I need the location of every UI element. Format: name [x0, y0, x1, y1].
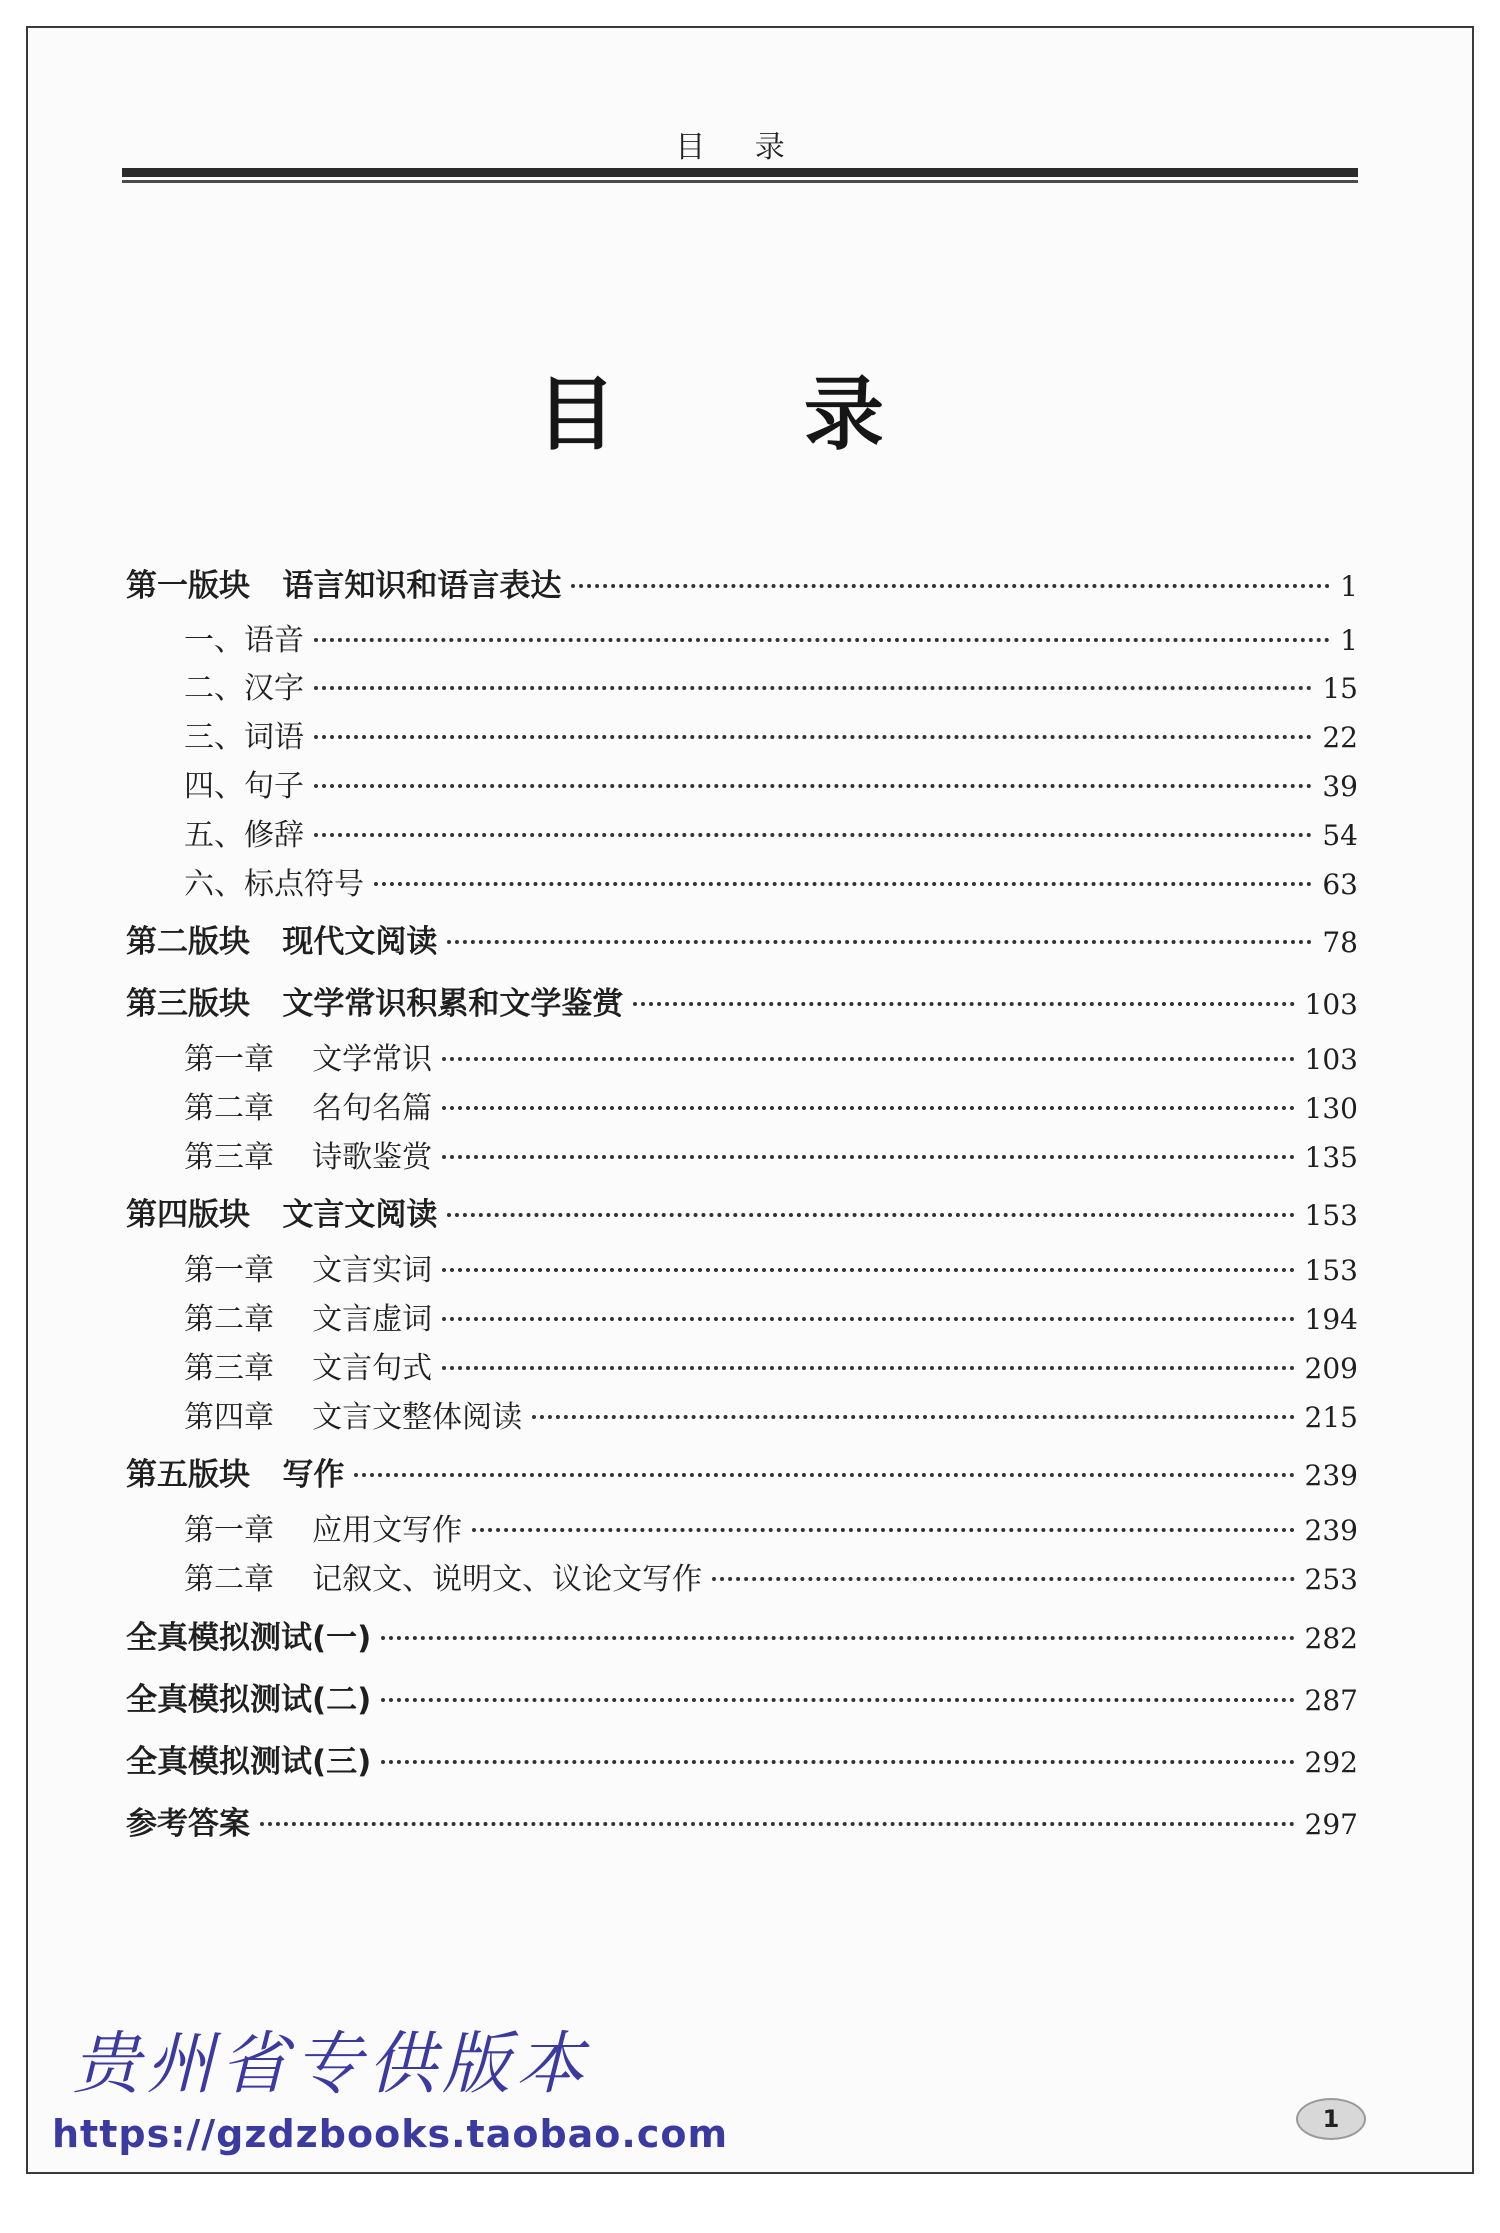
toc-entry-label: 第三章 文言句式 [184, 1351, 433, 1386]
toc-entry-page: 1 [1340, 624, 1358, 657]
toc-leader-dots [314, 833, 1312, 837]
toc-leader-dots [447, 1213, 1294, 1217]
toc-entry-page: 287 [1304, 1684, 1358, 1717]
toc-entry[interactable] [184, 712, 1358, 755]
toc-entry-label: 第二章 文言虚词 [184, 1302, 433, 1337]
toc-leader-dots [314, 686, 1312, 690]
toc-entry[interactable] [126, 560, 1358, 604]
toc-entry-label: 六、标点符号 [184, 867, 364, 902]
toc-leader-dots [442, 1268, 1294, 1272]
toc-entry[interactable] [184, 761, 1358, 804]
toc-entry[interactable] [184, 1034, 1358, 1077]
toc-entry[interactable] [184, 663, 1358, 706]
toc-entry[interactable] [184, 1392, 1358, 1435]
toc-entry-page: 135 [1304, 1141, 1358, 1174]
toc-entry[interactable] [126, 1189, 1358, 1233]
toc-leader-dots [532, 1415, 1294, 1419]
toc-leader-dots [633, 1002, 1294, 1006]
toc-entry-page: 292 [1304, 1746, 1358, 1779]
toc-leader-dots [442, 1106, 1294, 1110]
toc-entry-page: 153 [1304, 1254, 1358, 1287]
toc-entry-label: 第一章 应用文写作 [184, 1513, 463, 1548]
toc-entry-label: 全真模拟测试(一) [126, 1620, 372, 1656]
toc-leader-dots [447, 940, 1312, 944]
toc-entry[interactable] [184, 1245, 1358, 1288]
toc-entry-label: 第二版块 现代文阅读 [126, 924, 438, 960]
toc-entry[interactable] [126, 1736, 1358, 1780]
toc-entry-page: 239 [1304, 1459, 1358, 1492]
toc-entry-label: 二、汉字 [184, 671, 304, 706]
toc-entry-page: 78 [1322, 926, 1358, 959]
toc-entry-page: 54 [1322, 819, 1358, 852]
toc-entry-label: 五、修辞 [184, 818, 304, 853]
toc-entry[interactable] [184, 1505, 1358, 1548]
toc-entry-page: 194 [1304, 1303, 1358, 1336]
page-title: 目 录 [536, 367, 964, 461]
toc-entry-label: 第一章 文言实词 [184, 1253, 433, 1288]
toc-entry[interactable] [184, 810, 1358, 853]
toc-leader-dots [260, 1822, 1295, 1826]
toc-entry-label: 第二章 名句名篇 [184, 1091, 433, 1126]
toc-leader-dots [442, 1155, 1294, 1159]
toc-entry-page: 103 [1304, 988, 1358, 1021]
toc-leader-dots [442, 1057, 1294, 1061]
toc-entry-label: 一、语音 [184, 623, 304, 658]
running-header: 目 录 [675, 130, 805, 165]
page-number-badge: 1 [1296, 2098, 1366, 2140]
toc-entry-page: 153 [1304, 1199, 1358, 1232]
toc-entry-label: 第三版块 文学常识积累和文学鉴赏 [126, 986, 624, 1022]
toc-entry[interactable] [184, 1554, 1358, 1597]
toc-entry-label: 第四章 文言文整体阅读 [184, 1400, 523, 1435]
toc-entry[interactable] [126, 1674, 1358, 1718]
toc-entry-label: 第三章 诗歌鉴赏 [184, 1140, 433, 1175]
toc-leader-dots [712, 1577, 1294, 1581]
toc-entry-page: 239 [1304, 1514, 1358, 1547]
toc-entry-label: 参考答案 [126, 1806, 250, 1842]
toc-entry[interactable] [184, 1294, 1358, 1337]
toc-entry[interactable] [126, 916, 1358, 960]
toc-entry-label: 四、句子 [184, 769, 304, 804]
toc-leader-dots [381, 1698, 1294, 1702]
toc-entry-label: 第五版块 写作 [126, 1457, 345, 1493]
toc-entry-label: 三、词语 [184, 720, 304, 755]
toc-entry-label: 第四版块 文言文阅读 [126, 1197, 438, 1233]
toc-entry[interactable] [184, 1083, 1358, 1126]
toc-entry[interactable] [184, 1132, 1358, 1175]
toc-leader-dots [314, 735, 1312, 739]
toc-entry-label: 全真模拟测试(二) [126, 1682, 372, 1718]
toc-entry-page: 1 [1340, 570, 1358, 603]
toc-entry-page: 209 [1304, 1352, 1358, 1385]
toc-leader-dots [374, 882, 1312, 886]
toc-leader-dots [354, 1473, 1294, 1477]
header-rule [122, 168, 1358, 177]
toc-leader-dots [442, 1366, 1294, 1370]
toc-entry-page: 103 [1304, 1043, 1358, 1076]
toc-leader-dots [314, 784, 1312, 788]
toc-leader-dots [314, 638, 1330, 642]
toc-leader-dots [442, 1317, 1294, 1321]
toc-entry[interactable] [184, 1343, 1358, 1386]
toc-leader-dots [472, 1528, 1294, 1532]
toc-leader-dots [571, 584, 1330, 588]
toc-entry[interactable] [126, 1798, 1358, 1842]
toc-entry[interactable] [184, 615, 1358, 658]
toc-entry-page: 15 [1322, 672, 1358, 705]
toc-entry[interactable] [126, 978, 1358, 1022]
toc-entry[interactable] [184, 859, 1358, 902]
header-rule-thin [122, 180, 1358, 183]
toc-entry-page: 39 [1322, 770, 1358, 803]
toc-leader-dots [381, 1636, 1294, 1640]
toc-entry[interactable] [126, 1612, 1358, 1656]
toc-leader-dots [381, 1760, 1294, 1764]
toc-entry-page: 130 [1304, 1092, 1358, 1125]
toc-entry-label: 第二章 记叙文、说明文、议论文写作 [184, 1562, 703, 1597]
toc-entry-page: 253 [1304, 1563, 1358, 1596]
toc-entry-page: 63 [1322, 868, 1358, 901]
watermark-url[interactable]: https://gzdzbooks.taobao.com [52, 2112, 729, 2156]
toc-entry-label: 第一章 文学常识 [184, 1042, 433, 1077]
toc-entry-label: 第一版块 语言知识和语言表达 [126, 568, 562, 604]
toc-entry-label: 全真模拟测试(三) [126, 1744, 372, 1780]
toc-entry-page: 282 [1304, 1622, 1358, 1655]
toc-entry[interactable] [126, 1449, 1358, 1493]
toc-entry-page: 22 [1322, 721, 1358, 754]
watermark-text: 贵州省专供版本 [72, 2025, 591, 2104]
toc-entry-page: 215 [1304, 1401, 1358, 1434]
toc-entry-page: 297 [1304, 1808, 1358, 1841]
